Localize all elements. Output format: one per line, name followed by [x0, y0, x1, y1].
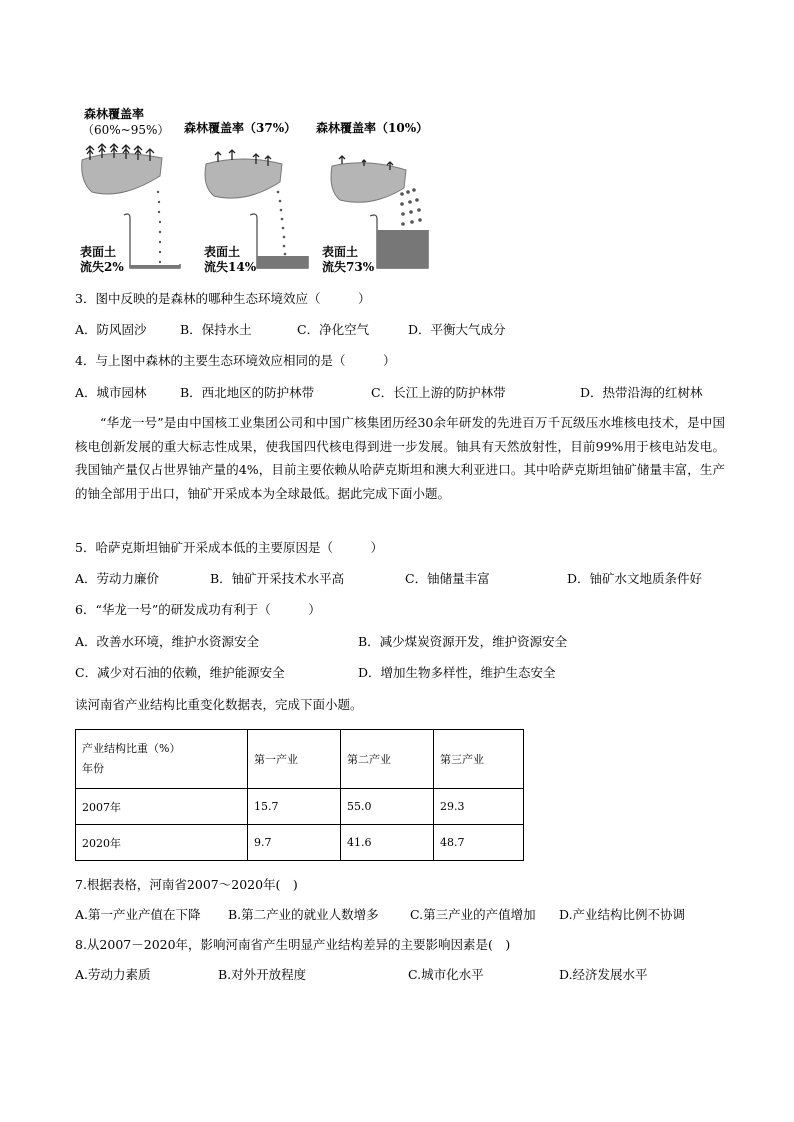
question-5-stem: 5．哈萨克斯坦铀矿开采成本低的主要原因是（ ） — [75, 540, 383, 555]
table-intro: 读河南省产业结构比重变化数据表，完成下面小题。 — [75, 697, 363, 712]
industry-structure-table — [75, 729, 524, 861]
question-4-option-c[interactable]: C．长江上游的防护林带 — [371, 385, 506, 400]
uranium-passage: “华龙一号”是由中国核工业集团公司和中国广核集团历经30余年研发的先进百万千瓦级压水堆核电技术，是中国核电创新发展的重大标志性成果，使我国四代核电得到进一步发展。铀具有天然放射性，目前99%用于核电站发电。我国铀产量仅占世界铀产量的4%，目前主要依赖从哈萨克斯坦和澳大利亚进口。其中哈萨克斯坦铀矿储量丰富，生产的铀全部用于出口，铀矿开采成本为全球最低。据此完成下面小题。 — [75, 415, 725, 501]
question-5-option-c[interactable]: C．铀储量丰富 — [405, 571, 490, 586]
panel-1-soil-label: 表面土 — [80, 245, 117, 259]
question-6-stem: 6．“华龙一号”的研发成功有利于（ ） — [75, 602, 321, 617]
table-header-bottom: 年份 — [82, 762, 104, 775]
soil-erosion-figure — [72, 100, 444, 280]
table-col-header-primary: 第一产业 — [248, 730, 341, 789]
question-7-option-b[interactable]: B.第二产业的就业人数增多 — [228, 907, 379, 922]
table-cell-year: 2007年 — [76, 789, 248, 825]
panel-2-loss-label: 流失14% — [204, 260, 257, 274]
question-8-stem: 8.从2007－2020年，影响河南省产生明显产业结构差异的主要影响因素是( ) — [75, 937, 511, 952]
question-4-option-a[interactable]: A．城市园林 — [75, 385, 147, 400]
question-3-option-b[interactable]: B．保持水土 — [180, 322, 252, 337]
question-6-option-a[interactable]: A．改善水环境，维护水资源安全 — [75, 634, 260, 649]
question-6-option-b[interactable]: B．减少煤炭资源开发，维护资源安全 — [358, 634, 568, 649]
question-4-stem: 4．与上图中森林的主要生态环境效应相同的是（ ） — [75, 353, 396, 368]
question-3-stem: 3．图中反映的是森林的哪种生态环境效应（ ） — [75, 291, 371, 306]
question-5-option-a[interactable]: A．劳动力廉价 — [75, 571, 160, 586]
table-header-top: 产业结构比重（%） — [82, 742, 181, 755]
question-8-option-b[interactable]: B.对外开放程度 — [218, 967, 307, 982]
panel-1-cover-value: （60%~95%） — [82, 123, 170, 137]
table-cell-year: 2020年 — [76, 825, 248, 861]
question-7-option-c[interactable]: C.第三产业的产值增加 — [410, 907, 536, 922]
table-header-row — [76, 730, 524, 789]
question-7-stem: 7.根据表格，河南省2007～2020年( ) — [75, 877, 298, 892]
question-3-option-a[interactable]: A．防风固沙 — [75, 322, 147, 337]
question-5-option-d[interactable]: D．铀矿水文地质条件好 — [567, 571, 703, 586]
panel-3-soil-label: 表面土 — [322, 245, 359, 259]
question-7-option-d[interactable]: D.产业结构比例不协调 — [559, 907, 686, 922]
table-cell-value: 41.6 — [341, 825, 434, 861]
question-6-option-d[interactable]: D．增加生物多样性，维护生态安全 — [358, 665, 556, 680]
table-row — [76, 789, 524, 825]
panel-3-cover-label: 森林覆盖率（10%） — [316, 121, 429, 135]
table-cell-value: 29.3 — [434, 789, 524, 825]
table-cell-value: 9.7 — [248, 825, 341, 861]
question-4-option-d[interactable]: D．热带沿海的红树林 — [580, 385, 703, 400]
panel-3-loss-label: 流失73% — [322, 260, 375, 274]
table-row — [76, 825, 524, 861]
table-cell-value: 48.7 — [434, 825, 524, 861]
table-cell-value: 55.0 — [341, 789, 434, 825]
panel-1-loss-label: 流失2% — [80, 260, 124, 274]
table-corner-header — [76, 730, 248, 789]
question-4-option-b[interactable]: B．西北地区的防护林带 — [180, 385, 315, 400]
table-col-header-tertiary: 第三产业 — [434, 730, 524, 789]
question-8-option-c[interactable]: C.城市化水平 — [408, 967, 484, 982]
panel-1-cover-label: 森林覆盖率 — [84, 107, 145, 121]
question-3-option-d[interactable]: D．平衡大气成分 — [408, 322, 506, 337]
question-8-option-a[interactable]: A.劳动力素质 — [75, 967, 151, 982]
panel-2-cover-label: 森林覆盖率（37%） — [184, 121, 297, 135]
question-8-option-d[interactable]: D.经济发展水平 — [559, 967, 648, 982]
panel-2-soil-label: 表面土 — [204, 245, 241, 259]
table-cell-value: 15.7 — [248, 789, 341, 825]
question-6-option-c[interactable]: C．减少对石油的依赖，维护能源安全 — [75, 665, 285, 680]
question-3-option-c[interactable]: C．净化空气 — [297, 322, 370, 337]
table-col-header-secondary: 第二产业 — [341, 730, 434, 789]
question-7-option-a[interactable]: A.第一产业产值在下降 — [75, 907, 201, 922]
question-5-option-b[interactable]: B．铀矿开采技术水平高 — [210, 571, 345, 586]
